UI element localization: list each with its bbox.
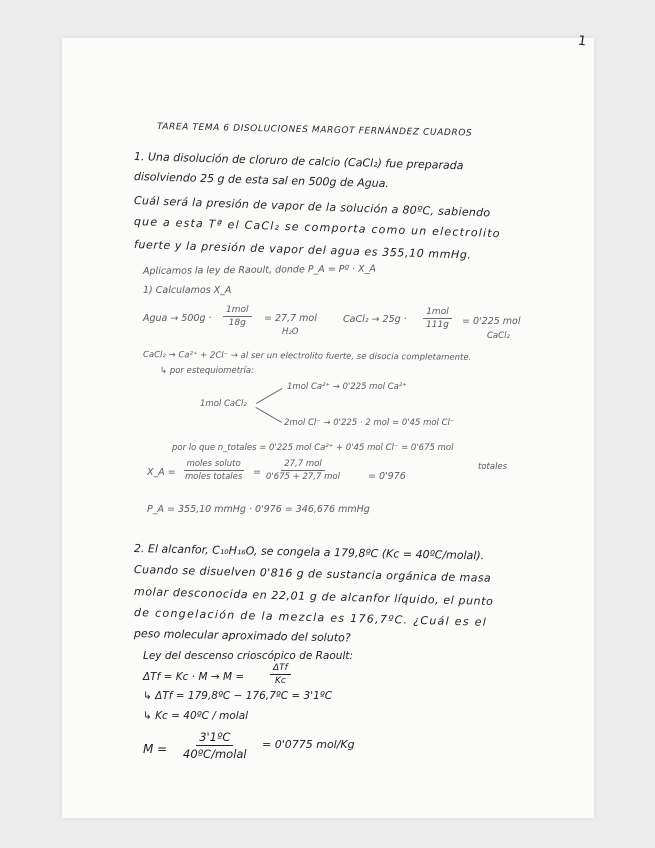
cacl2-fraction (423, 307, 452, 330)
cacl2-frac-den: 111g (426, 320, 449, 330)
xa-label: X_A = (147, 467, 176, 478)
molality-label: M = (143, 742, 168, 756)
branch-bottom: 2mol Cl⁻ → 0'225 · 2 mol = 0'45 mol Cl⁻ (284, 418, 455, 428)
problem1-statement-line5: fuerte y la presión de vapor del agua es 355,10 mmHg. (133, 238, 472, 262)
m-den: 40ºC/molal (183, 747, 247, 761)
kc-line: ↳ Kc = 40ºC / molal (143, 710, 249, 722)
branch-top: 1mol Ca²⁺ → 0'225 mol Ca²⁺ (287, 382, 407, 392)
problem2-statement-line4: de congelación de la mezcla es 176,7ºC. ¿Cuál es el (133, 606, 488, 629)
problem1-statement-line4: que a esta Tª el CaCl₂ se comporta como un electrolito (133, 215, 501, 241)
water-result: = 27,7 mol (264, 313, 317, 324)
xa-result: = 0'976 (368, 471, 406, 482)
water-frac-num: 1mol (223, 305, 252, 317)
cryoscopic-law-title: Ley del descenso crioscópico de Raoult: (143, 650, 354, 662)
dissociation-line: CaCl₂ → Ca²⁺ + 2Cl⁻ → al ser un electrolito fuerte, se disocia completamente. (142, 350, 472, 363)
cryoscopic-equation: ΔTf = Kc · M → M = (143, 671, 245, 683)
cacl2-calc-lhs: CaCl₂ → 25g · (343, 314, 407, 325)
page-mark: 1 (576, 33, 588, 50)
molality-fraction (180, 730, 250, 761)
water-calc-lhs: Agua → 500g · (143, 313, 212, 324)
problem2-statement-line3: molar desconocida en 22,01 g de alcanfor líquido, el punto (133, 585, 494, 609)
pa-result-line: P_A = 355,10 mmHg · 0'976 = 346,676 mmHg (147, 504, 370, 515)
xa-fraction-values (263, 459, 343, 482)
water-unit: H₂O (282, 327, 299, 337)
cryoscopic-fraction (270, 663, 291, 686)
eq-num: ΔTf (270, 663, 291, 675)
molality-result: = 0'0775 mol/Kg (262, 738, 355, 751)
m-num: 3'1ºC (196, 730, 233, 746)
xa-den2: 0'675 + 27,7 mol (266, 472, 340, 482)
problem2-statement-line1: 2. El alcanfor, C₁₀H₁₆O, se congela a 179,8ºC (Kc = 40ºC/molal). (133, 542, 485, 563)
step1-label: 1) Calculamos X_A (143, 285, 232, 296)
stoichiometry-label: ↳ por estequiometría: (160, 366, 254, 376)
xa-den: moles totales (185, 472, 243, 482)
problem1-statement-line3: Cuál será la presión de vapor de la solución a 80ºC, sabiendo (133, 194, 491, 220)
page-header: TAREA TEMA 6 DISOLUCIONES MARGOT FERNÁNDEZ CUADROS (156, 122, 473, 139)
eq-den: Kc (274, 676, 286, 686)
totals-continuation: totales (478, 462, 508, 472)
problem1-statement-line1: 1. Una disolución de cloruro de calcio (CaCl₂) fue preparada (133, 150, 464, 173)
xa-fraction-words (182, 459, 245, 482)
problem2-statement-line2: Cuando se disuelven 0'816 g de sustancia orgánica de masa (133, 563, 492, 585)
water-frac-den: 18g (228, 318, 246, 328)
water-fraction (223, 305, 252, 328)
branch-left: 1mol CaCl₂ (200, 399, 247, 409)
cacl2-unit: CaCl₂ (487, 331, 510, 341)
problem2-statement-line5: peso molecular aproximado del soluto? (133, 627, 351, 645)
cacl2-result: = 0'225 mol (462, 316, 521, 327)
xa-num: moles soluto (184, 459, 244, 471)
xa-num2: 27,7 mol (281, 459, 324, 471)
cacl2-frac-num: 1mol (423, 307, 452, 319)
xa-mid: = (253, 467, 261, 478)
totals-line: por lo que n_totales = 0'225 mol Ca²⁺ + 0'45 mol Cl⁻ = 0'675 mol (172, 443, 454, 453)
raoult-law-line: Aplicamos la ley de Raoult, donde P_A = Pº · X_A (142, 263, 376, 277)
problem1-statement-line2: disolviendo 25 g de esta sal en 500g de Agua. (133, 170, 390, 191)
delta-tf-line: ↳ ΔTf = 179,8ºC − 176,7ºC = 3'1ºC (143, 690, 333, 702)
